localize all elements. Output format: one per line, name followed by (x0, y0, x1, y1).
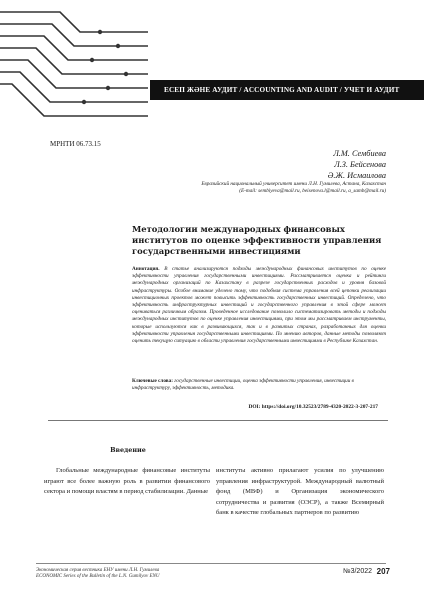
body-column-left: Глобальные международные финансовые институты играют все более важную роль в развитии финансового сектора и помощи властям в период стабилизации. Данные (44, 467, 210, 496)
header-decoration (0, 0, 148, 118)
journal-name-en: ECONOMIC Series of the Bulletin of the L.N. Gumilyov ENU (36, 574, 160, 580)
author-name: Л.М. Сембиева (333, 149, 386, 158)
page-number: 207 (376, 567, 390, 576)
keywords-text: государственные инвестиции, оценка эффективности управления, инвестиции в инфраструктуру, эффективность, методика. (132, 378, 354, 392)
abstract-text: В статье анализируются подходы международных финансовых институтов по оценке эффективности управления государственными инвестициями. Рассматривается оценка и рейтинги международных организаций по Казахстану в разрезе государственных расходов и уровня базовой инфраструктуры. Особое внимание уделено тому, что подобная система управления всей цепочки реализации инвестиционных проектов может повысить эффективность государственных инвестиций. Определено, что эффективность инфраструктурных инвестиций и государственного управления в этой сфере может оцениваться различным образом. Проведенное исследование позволило систематизировать методы и подходы международных институтов по оценке управления инвестициями, при этом мы рассматриваем инструменты, которые используются как в развивающихся, так и в развитых странах, разработанных для оценки эффективности управления государственными инвестициями. По мнению авторов, данные методы позволяют оценить текущую ситуацию в области управления государственными инвестициями в Республике Казахстан. (132, 266, 387, 345)
author-emails: (E-mail: sembiyeva@mail.ru, beisenova.l@mail.ru, a_samb@mail.ru) (239, 188, 386, 194)
affiliation-text: Евразийский национальный университет имени Л.Н. Гумилева, Астана, Казахстан (201, 181, 386, 187)
author-name: Ә.Ж. Исмаилова (327, 171, 386, 180)
keywords-label: Ключевые слова: (132, 378, 173, 384)
journal-name-ru: Экономическая серия вестника ЕНУ имени Л.Н. Гумилева (36, 568, 160, 573)
irsti-code: МРНТИ 06.73.15 (50, 140, 101, 148)
body-column-right: институты активно прилагают усилия по улучшению управления инфраструктурой. Международный валютный фонд (МВФ) и Организация экономического сотрудничества и развития (ОЭСР), а также Всемирный банк в качестве глобальных партнеров по развитию (216, 467, 384, 517)
author-list (328, 148, 386, 181)
journal-section-banner (150, 80, 424, 100)
section-title: Введение (110, 446, 146, 454)
abstract (132, 266, 386, 345)
author-name: Л.З. Бейсенова (334, 160, 386, 169)
keywords (132, 378, 386, 392)
footer-divider (36, 563, 386, 564)
banner-text: ЕСЕП ЖӘНЕ АУДИТ / ACCOUNTING AND AUDIT / УЧЕТ И АУДИТ (164, 86, 400, 94)
affiliation (156, 181, 386, 195)
circuit-pattern-icon (0, 0, 148, 118)
abstract-label: Аннотация. (132, 266, 160, 272)
footer-journal (36, 568, 159, 581)
section-divider (48, 420, 388, 421)
article-title: Методологии международных финансовых институтов по оценке эффективности управления государственными инвестициями (132, 224, 382, 256)
issue-number: №3/2022 (343, 568, 372, 575)
doi-link[interactable]: DOI: https://doi.org/10.32523/2789-4320-2022-3-207-217 (248, 404, 378, 410)
